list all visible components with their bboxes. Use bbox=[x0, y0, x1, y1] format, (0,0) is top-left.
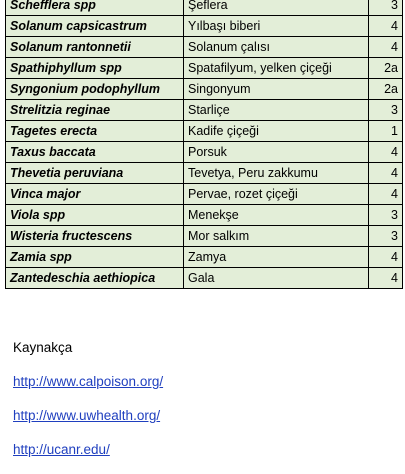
toxicity-code-cell: 2a bbox=[369, 79, 403, 100]
common-name-cell: Pervae, rozet çiçeği bbox=[184, 184, 369, 205]
latin-name-cell: Wisteria fructescens bbox=[6, 226, 184, 247]
toxicity-code-cell: 3 bbox=[369, 205, 403, 226]
table-row bbox=[6, 205, 403, 226]
latin-name-cell: Zantedeschia aethiopica bbox=[6, 268, 184, 289]
references-section bbox=[13, 338, 163, 474]
table-row bbox=[6, 100, 403, 121]
common-name-cell: Singonyum bbox=[184, 79, 369, 100]
common-name-cell: Porsuk bbox=[184, 142, 369, 163]
common-name-cell: Şeflera bbox=[184, 0, 369, 16]
latin-name-cell: Vinca major bbox=[6, 184, 184, 205]
common-name-cell: Starliçe bbox=[184, 100, 369, 121]
latin-name-cell: Viola spp bbox=[6, 205, 184, 226]
toxicity-code-cell: 4 bbox=[369, 37, 403, 58]
toxicity-code-cell: 4 bbox=[369, 268, 403, 289]
latin-name-cell: Zamia spp bbox=[6, 247, 184, 268]
table-row bbox=[6, 79, 403, 100]
table-row bbox=[6, 268, 403, 289]
latin-name-cell: Strelitzia reginae bbox=[6, 100, 184, 121]
reference-link-calpoison[interactable]: http://www.calpoison.org/ bbox=[13, 374, 164, 389]
table-row bbox=[6, 142, 403, 163]
table-row bbox=[6, 16, 403, 37]
latin-name-cell: Tagetes erecta bbox=[6, 121, 184, 142]
table-row bbox=[6, 247, 403, 268]
table-row bbox=[6, 0, 403, 16]
common-name-cell: Tevetya, Peru zakkumu bbox=[184, 163, 369, 184]
common-name-cell: Gala bbox=[184, 268, 369, 289]
toxicity-code-cell: 4 bbox=[369, 163, 403, 184]
latin-name-cell: Solanum rantonnetii bbox=[6, 37, 184, 58]
toxicity-code-cell: 2a bbox=[369, 58, 403, 79]
table-row bbox=[6, 58, 403, 79]
latin-name-cell: Taxus baccata bbox=[6, 142, 184, 163]
common-name-cell: Zamya bbox=[184, 247, 369, 268]
latin-name-cell: Spathiphyllum spp bbox=[6, 58, 184, 79]
latin-name-cell: Schefflera spp bbox=[6, 0, 184, 16]
table-row bbox=[6, 37, 403, 58]
plant-toxicity-table bbox=[5, 0, 403, 289]
references-heading: Kaynakça bbox=[13, 340, 73, 355]
latin-name-cell: Thevetia peruviana bbox=[6, 163, 184, 184]
reference-link-uwhealth[interactable]: http://www.uwhealth.org/ bbox=[13, 408, 161, 423]
toxicity-code-cell: 3 bbox=[369, 0, 403, 16]
latin-name-cell: Solanum capsicastrum bbox=[6, 16, 184, 37]
common-name-cell: Solanum çalısı bbox=[184, 37, 369, 58]
toxicity-code-cell: 3 bbox=[369, 226, 403, 247]
toxicity-code-cell: 4 bbox=[369, 247, 403, 268]
toxicity-code-cell: 4 bbox=[369, 184, 403, 205]
common-name-cell: Yılbaşı biberi bbox=[184, 16, 369, 37]
toxicity-code-cell: 4 bbox=[369, 142, 403, 163]
table-row bbox=[6, 184, 403, 205]
common-name-cell: Spatafilyum, yelken çiçeği bbox=[184, 58, 369, 79]
table-row bbox=[6, 163, 403, 184]
common-name-cell: Kadife çiçeği bbox=[184, 121, 369, 142]
table-row bbox=[6, 226, 403, 247]
toxicity-code-cell: 1 bbox=[369, 121, 403, 142]
table-row bbox=[6, 121, 403, 142]
common-name-cell: Menekşe bbox=[184, 205, 369, 226]
plant-table-body bbox=[6, 0, 403, 289]
common-name-cell: Mor salkım bbox=[184, 226, 369, 247]
latin-name-cell: Syngonium podophyllum bbox=[6, 79, 184, 100]
toxicity-code-cell: 4 bbox=[369, 16, 403, 37]
reference-link-ucanr[interactable]: http://ucanr.edu/ bbox=[13, 442, 110, 457]
toxicity-code-cell: 3 bbox=[369, 100, 403, 121]
